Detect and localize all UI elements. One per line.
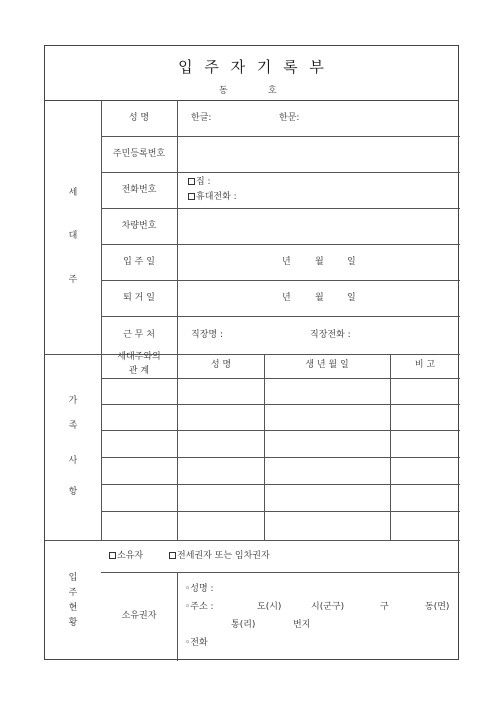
owner-option-label: 소유자 xyxy=(117,551,144,561)
section-line xyxy=(45,540,460,541)
address-dong: 동(면) xyxy=(425,602,450,612)
row-line xyxy=(101,316,460,317)
household-char-3: 주 xyxy=(68,275,78,285)
checkbox-icon xyxy=(188,178,195,185)
hangul-name-field[interactable]: 한글: xyxy=(191,113,212,123)
col-note: 비 고 xyxy=(414,360,436,370)
section-line xyxy=(45,354,460,355)
row-line xyxy=(101,378,460,379)
col-line xyxy=(390,354,391,540)
row-line xyxy=(101,484,460,485)
address-beonji: 번지 xyxy=(293,620,311,630)
col-line xyxy=(264,354,265,540)
movein-month: 월 xyxy=(315,257,324,267)
row-line xyxy=(101,244,460,245)
family-char-1: 가 xyxy=(68,396,78,406)
residence-char-3: 현 xyxy=(68,603,78,613)
family-char-3: 사 xyxy=(68,456,78,466)
rrn-label: 주민등록번호 xyxy=(112,149,166,159)
movein-year: 년 xyxy=(282,257,291,267)
moveout-day: 일 xyxy=(347,293,356,303)
family-char-2: 족 xyxy=(68,421,78,431)
owner-option[interactable] xyxy=(109,550,143,562)
dong-label: 동 xyxy=(219,86,228,96)
col-birth: 생 년 월 일 xyxy=(305,360,349,370)
row-line xyxy=(101,430,460,431)
checkbox-icon xyxy=(188,193,195,200)
movein-label: 입 주 일 xyxy=(123,257,155,267)
household-char-2: 대 xyxy=(68,231,78,241)
hanja-name-field[interactable]: 한문: xyxy=(279,113,300,123)
residence-char-4: 황 xyxy=(68,618,78,628)
owner-name-field[interactable]: ◦성명 : xyxy=(185,584,214,594)
work-label: 근 무 처 xyxy=(123,330,155,340)
address-si: 시(군구) xyxy=(311,602,345,612)
family-char-4: 항 xyxy=(68,487,78,497)
col-line xyxy=(177,572,178,661)
owner-phone-field[interactable]: ◦전화 xyxy=(185,638,208,648)
car-label: 차량번호 xyxy=(121,221,157,231)
owner-address-field[interactable]: ◦주소 : xyxy=(185,602,214,612)
row-line xyxy=(101,404,460,405)
form-title: 입 주 자 기 록 부 xyxy=(178,58,325,76)
checkbox-icon xyxy=(109,552,116,559)
section-divider xyxy=(101,100,102,540)
address-do: 도(시) xyxy=(257,602,282,612)
form-header xyxy=(45,46,458,101)
moveout-label: 퇴 거 일 xyxy=(123,293,155,303)
mobile-phone-field[interactable] xyxy=(188,191,237,203)
row-line xyxy=(101,572,460,573)
owner-label: 소유권자 xyxy=(121,611,157,621)
phone-label: 전화번호 xyxy=(121,185,157,195)
col-relation-2: 관 계 xyxy=(128,366,150,376)
movein-day: 일 xyxy=(347,257,356,267)
tenant-option-label: 전세권자 또는 임차권자 xyxy=(177,551,270,561)
moveout-year: 년 xyxy=(282,293,291,303)
company-name-field[interactable]: 직장명 : xyxy=(191,330,223,340)
home-phone-label: 집 : xyxy=(196,177,211,187)
name-label: 성 명 xyxy=(128,113,150,123)
col-line xyxy=(177,354,178,540)
address-gu: 구 xyxy=(380,602,389,612)
row-line xyxy=(101,457,460,458)
row-line xyxy=(101,511,460,512)
mobile-phone-label: 휴대전화 : xyxy=(196,192,237,202)
col-name: 성 명 xyxy=(210,360,232,370)
household-char-1: 세 xyxy=(68,188,78,198)
moveout-month: 월 xyxy=(315,293,324,303)
ho-label: 호 xyxy=(268,86,277,96)
resident-record-form xyxy=(44,45,459,660)
checkbox-icon xyxy=(169,552,176,559)
address-tong: 통(리) xyxy=(231,620,256,630)
row-line xyxy=(101,280,460,281)
col-relation-1: 세대주와의 xyxy=(117,352,161,362)
tenant-option[interactable] xyxy=(169,550,270,562)
row-line xyxy=(101,136,460,137)
company-phone-field[interactable]: 직장전화 : xyxy=(310,330,351,340)
row-line xyxy=(101,208,460,209)
row-line xyxy=(101,172,460,173)
residence-char-2: 주 xyxy=(68,588,78,598)
residence-char-1: 입 xyxy=(68,573,78,583)
home-phone-field[interactable] xyxy=(188,176,211,188)
